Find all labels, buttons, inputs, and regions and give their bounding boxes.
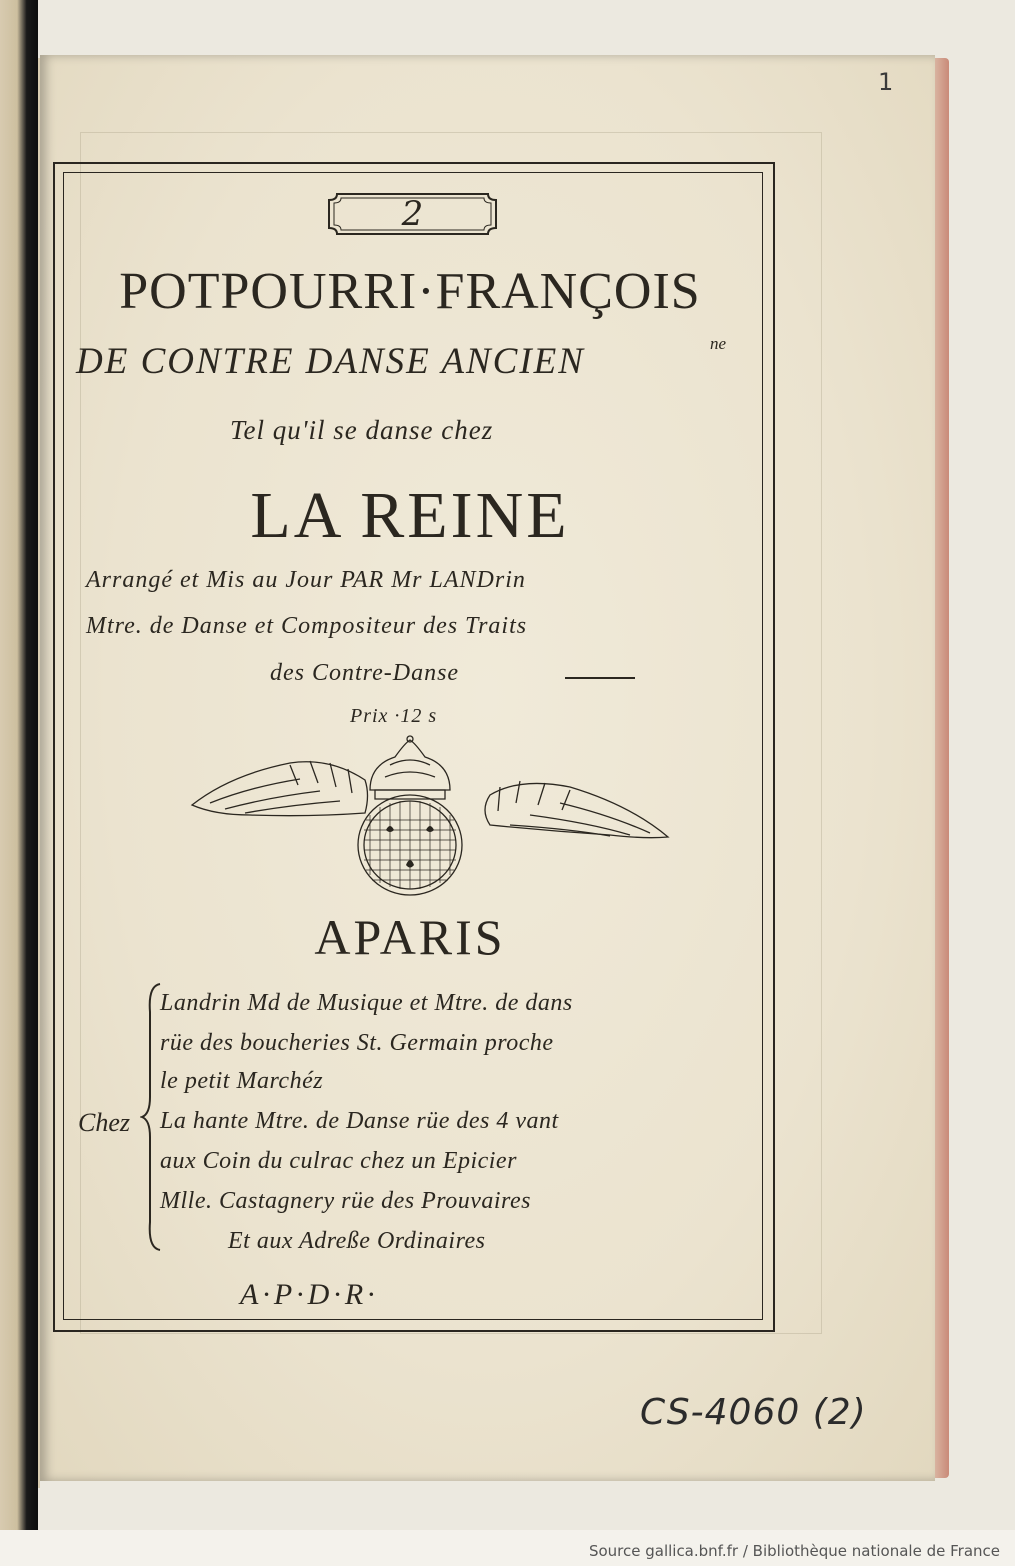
arranger-line: Arrangé et Mis au Jour PAR Mr LANDrin — [86, 567, 526, 593]
title-potpourri: POTPOURRI·FRANÇOIS — [119, 263, 701, 320]
flourish-dash — [565, 677, 635, 679]
address-line-1: Landrin Md de Musique et Mtre. de dans — [160, 990, 573, 1016]
maitre-line: Mtre. de Danse et Compositeur des Traits — [86, 613, 528, 639]
address-line-4: La hante Mtre. de Danse rüe des 4 vant — [160, 1108, 559, 1134]
title-contre-danse: DE CONTRE DANSE ANCIEN — [76, 341, 585, 382]
shelfmark: CS-4060 (2) — [640, 1392, 867, 1433]
city-aparis: APARIS — [314, 909, 506, 965]
address-line-3: le petit Marchéz — [160, 1068, 324, 1094]
title-superscript: ne — [710, 334, 727, 353]
binding-spine — [0, 0, 38, 1530]
chez-label: Chez — [78, 1108, 130, 1137]
address-line-2: rüe des boucheries St. Germain proche — [160, 1030, 554, 1056]
address-line-6: Mlle. Castagnery rüe des Prouvaires — [160, 1188, 531, 1214]
folio-number: 1 — [878, 68, 894, 96]
cartouche-number: 2 — [401, 194, 424, 234]
royal-crest-icon — [190, 735, 670, 900]
subtitle-line: Tel qu'il se danse chez — [230, 415, 494, 445]
title-la-reine: LA REINE — [250, 479, 570, 552]
privilege-mark: A·P·D·R· — [240, 1278, 379, 1311]
contre-danse-line: des Contre-Danse — [270, 660, 460, 686]
address-line-7: Et aux Adreße Ordinaires — [228, 1228, 486, 1254]
number-cartouche — [325, 190, 500, 238]
address-line-5: aux Coin du culrac chez un Epicier — [160, 1148, 517, 1174]
source-credit: Source gallica.bnf.fr / Bibliothèque nationale de France — [588, 1542, 1000, 1560]
price-line: Prix ·12 s — [350, 705, 438, 727]
page-red-edge — [935, 58, 949, 1478]
